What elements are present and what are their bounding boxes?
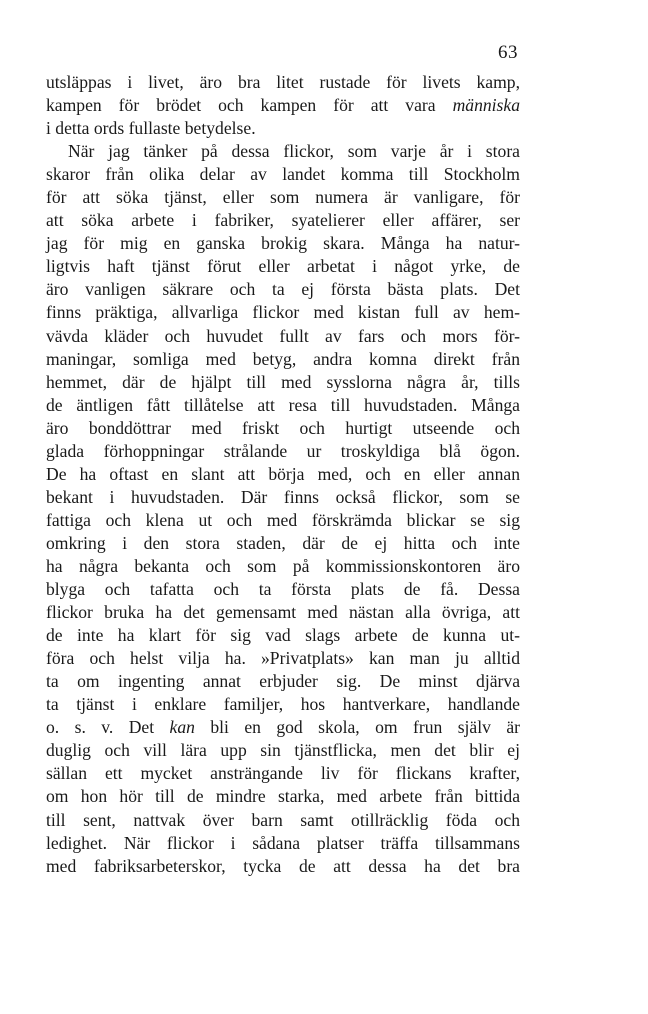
emphasized-word: människa (452, 95, 520, 116)
page-number: 63 (498, 42, 518, 63)
text-line: med fabriksarbeterskor, tycka de att dessa ha det bra (46, 855, 520, 876)
emphasized-word: kan (169, 717, 195, 738)
text-line: till sent, nattvak över barn samt otillräcklig föda och (46, 809, 520, 830)
text-line: för att söka tjänst, eller som numera är vanligare, för (46, 187, 520, 208)
text-line: utsläppas i livet, äro bra litet rustade för livets kamp, (46, 72, 520, 92)
text-line: om hon hör till de mindre starka, med arbete från bittida (46, 786, 520, 807)
text-line: ha några bekanta och som på kommissionskontoren äro (46, 555, 520, 576)
text-line: äro bonddöttrar med friskt och hurtigt utseende och (46, 417, 520, 438)
text-line: sällan ett mycket ansträngande liv för flickans krafter, (46, 763, 520, 784)
text-line: o. s. v. Det kan bli en god skola, om frun själv är (46, 717, 520, 738)
text-line: ligtvis haft tjänst förut eller arbetat i något yrke, de (46, 256, 520, 277)
text-line: ta om ingenting annat erbjuder sig. De minst djärva (46, 671, 520, 692)
text-line: duglig och vill lära upp sin tjänstflicka, men det blir ej (46, 740, 520, 761)
text-line: maningar, somliga med betyg, andra komna direkt från (46, 348, 520, 369)
text-line: att söka arbete i fabriker, syatelierer eller affärer, ser (46, 210, 520, 231)
text-line: de äntligen fått tillåtelse att resa till huvudstaden. Många (46, 394, 520, 415)
body-text (46, 71, 520, 878)
text-line: äro vanligen säkrare och ta ej första bästa plats. Det (46, 279, 520, 300)
text-line: bekant i huvudstaden. Där finns också flickor, som se (46, 486, 520, 507)
text-line: finns präktiga, allvarliga flickor med kistan full av hem- (46, 302, 520, 323)
text-line: jag för mig en ganska brokig skara. Många ha natur- (46, 233, 520, 254)
text-line: ta tjänst i enklare familjer, hos hantverkare, handlande (46, 694, 520, 715)
text-line: De ha oftast en slant att börja med, och en eller annan (46, 463, 520, 484)
text-line: glada förhoppningar strålande ur troskyldiga blå ögon. (46, 440, 520, 461)
text-line: kampen för brödet och kampen för att vara människa (46, 95, 520, 116)
paragraph-start-line: När jag tänker på dessa flickor, som varje år i stora (68, 141, 520, 162)
text-line: de inte ha klart för sig vad slags arbete de kunna ut- (46, 625, 520, 646)
text-line: blyga och tafatta och ta första plats de få. Dessa (46, 579, 520, 600)
text-line: omkring i den stora staden, där de ej hitta och inte (46, 532, 520, 553)
text-line: flickor bruka ha det gemensamt med nästan alla övriga, att (46, 602, 520, 623)
text-line: ledighet. När flickor i sådana platser träffa tillsammans (46, 832, 520, 853)
text-line: vävda kläder och huvudet fullt av fars och mors för- (46, 325, 520, 346)
text-line: skaror från olika delar av landet komma till Stockholm (46, 164, 520, 185)
text-line: hemmet, där de hjälpt till med sysslorna några år, tills (46, 371, 520, 392)
paragraph-end-line: i detta ords fullaste betydelse. (46, 118, 256, 139)
text-line: föra och helst vilja ha. »Privatplats» kan man ju alltid (46, 648, 520, 669)
text-line: fattiga och klena ut och med förskrämda blickar se sig (46, 509, 520, 530)
